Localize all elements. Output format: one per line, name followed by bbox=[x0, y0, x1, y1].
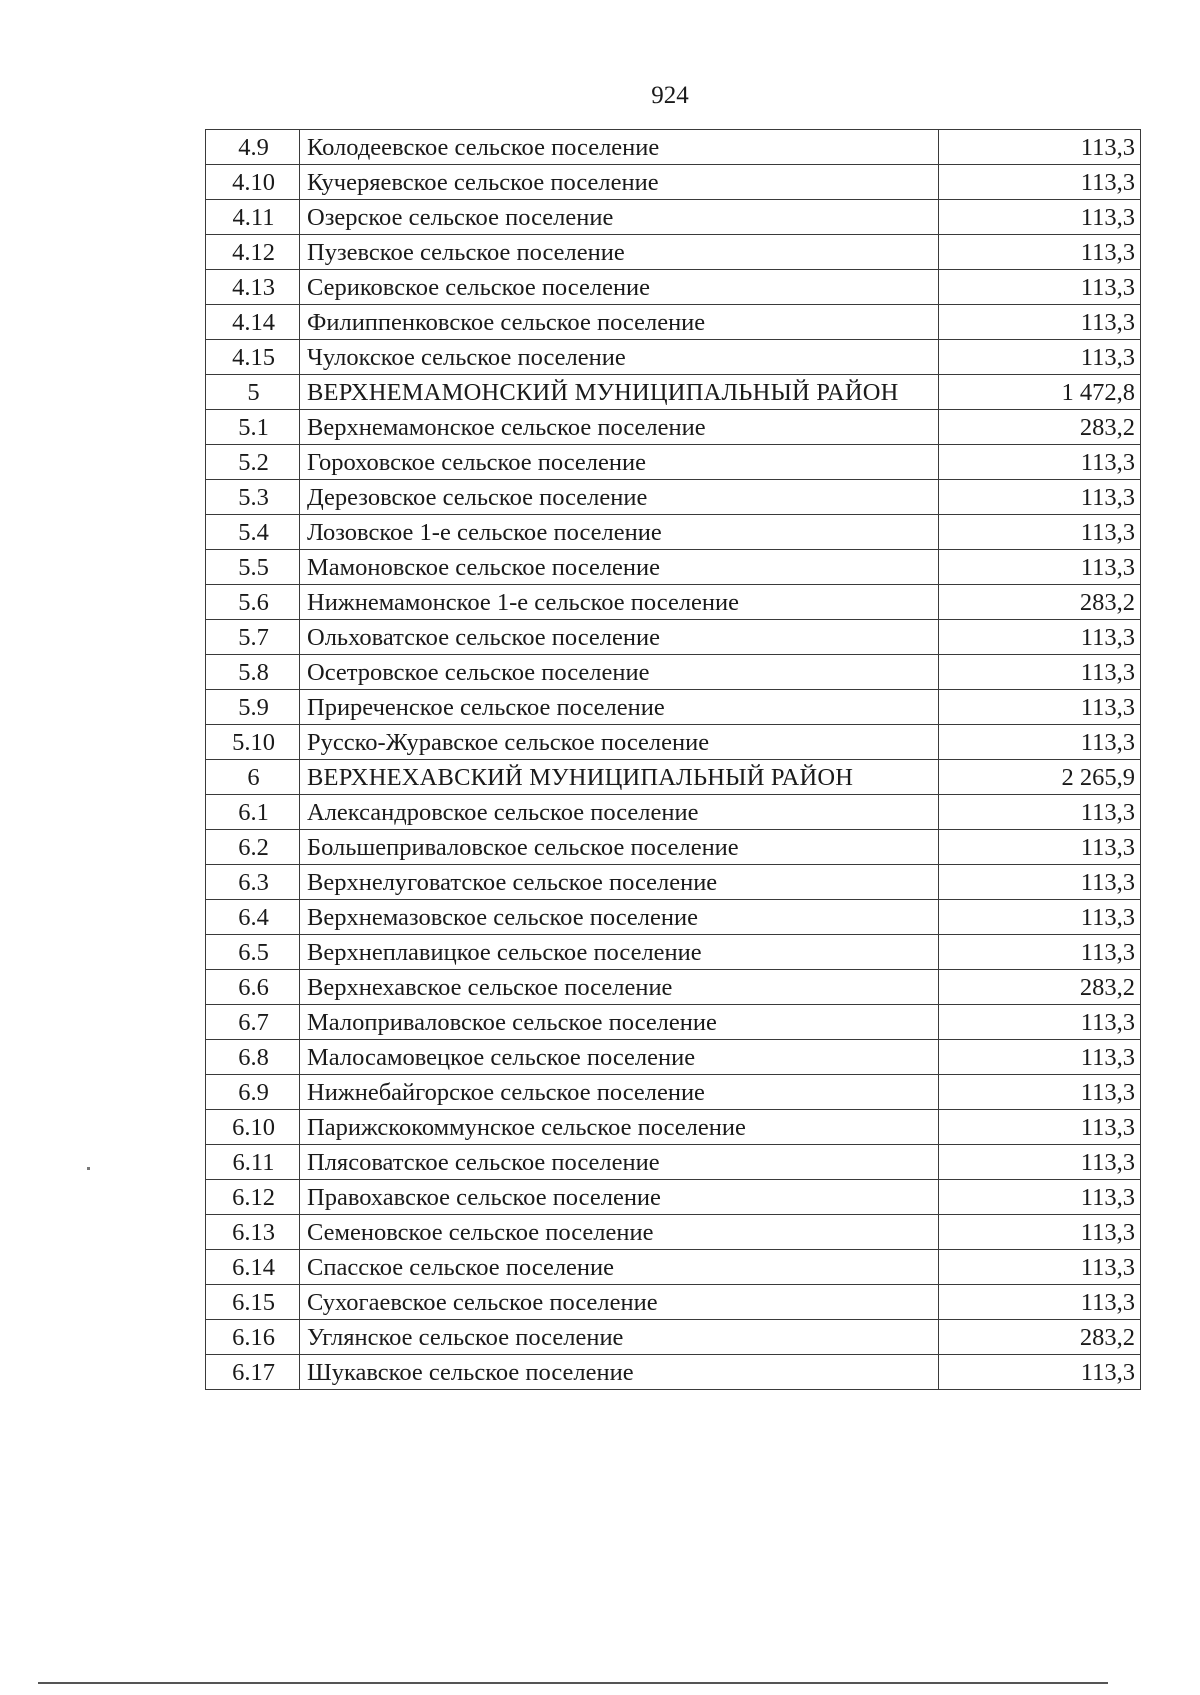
table-row bbox=[206, 935, 1141, 970]
table-row bbox=[206, 410, 1141, 445]
amount-cell: 113,3 bbox=[939, 200, 1141, 235]
table-row bbox=[206, 305, 1141, 340]
amount-cell: 113,3 bbox=[939, 165, 1141, 200]
row-number-cell: 6.15 bbox=[206, 1285, 300, 1320]
table-row bbox=[206, 620, 1141, 655]
table-row bbox=[206, 235, 1141, 270]
row-number-cell: 6.8 bbox=[206, 1040, 300, 1075]
table-row bbox=[206, 480, 1141, 515]
row-number-cell: 6.13 bbox=[206, 1215, 300, 1250]
row-number-cell: 5.1 bbox=[206, 410, 300, 445]
row-number-cell: 5.8 bbox=[206, 655, 300, 690]
settlement-name-cell: Филиппенковское сельское поселение bbox=[300, 305, 939, 340]
amount-cell: 113,3 bbox=[939, 795, 1141, 830]
table-row bbox=[206, 200, 1141, 235]
section-row bbox=[206, 760, 1141, 795]
section-row bbox=[206, 375, 1141, 410]
settlement-name-cell: Лозовское 1-е сельское поселение bbox=[300, 515, 939, 550]
allocation-table-body bbox=[206, 130, 1141, 1390]
table-row bbox=[206, 445, 1141, 480]
table-row bbox=[206, 1110, 1141, 1145]
table-row bbox=[206, 130, 1141, 165]
table-row bbox=[206, 270, 1141, 305]
row-number-cell: 6.14 bbox=[206, 1250, 300, 1285]
row-number-cell: 6.4 bbox=[206, 900, 300, 935]
settlement-name-cell: Верхнемазовское сельское поселение bbox=[300, 900, 939, 935]
row-number-cell: 6.5 bbox=[206, 935, 300, 970]
table-row bbox=[206, 655, 1141, 690]
amount-cell: 113,3 bbox=[939, 655, 1141, 690]
settlement-name-cell: Русско-Журавское сельское поселение bbox=[300, 725, 939, 760]
settlement-name-cell: Семеновское сельское поселение bbox=[300, 1215, 939, 1250]
table-row bbox=[206, 900, 1141, 935]
amount-cell: 113,3 bbox=[939, 1355, 1141, 1390]
settlement-name-cell: Нижнемамонское 1-е сельское поселение bbox=[300, 585, 939, 620]
settlement-name-cell: Парижскокоммунское сельское поселение bbox=[300, 1110, 939, 1145]
settlement-name-cell: Шукавское сельское поселение bbox=[300, 1355, 939, 1390]
amount-cell: 113,3 bbox=[939, 1215, 1141, 1250]
settlement-name-cell: Колодеевское сельское поселение bbox=[300, 130, 939, 165]
row-number-cell: 4.9 bbox=[206, 130, 300, 165]
bottom-rule bbox=[38, 1682, 1108, 1684]
settlement-name-cell: Плясоватское сельское поселение bbox=[300, 1145, 939, 1180]
amount-cell: 113,3 bbox=[939, 690, 1141, 725]
table-row bbox=[206, 865, 1141, 900]
settlement-name-cell: Большеприваловское сельское поселение bbox=[300, 830, 939, 865]
row-number-cell: 6.7 bbox=[206, 1005, 300, 1040]
district-name-cell: ВЕРХНЕХАВСКИЙ МУНИЦИПАЛЬНЫЙ РАЙОН bbox=[300, 760, 939, 795]
settlement-name-cell: Александровское сельское поселение bbox=[300, 795, 939, 830]
settlement-name-cell: Углянское сельское поселение bbox=[300, 1320, 939, 1355]
settlement-name-cell: Мамоновское сельское поселение bbox=[300, 550, 939, 585]
table-row bbox=[206, 1005, 1141, 1040]
allocation-table bbox=[205, 129, 1141, 1390]
row-number-cell: 6.9 bbox=[206, 1075, 300, 1110]
row-number-cell: 4.12 bbox=[206, 235, 300, 270]
table-row bbox=[206, 340, 1141, 375]
amount-cell: 283,2 bbox=[939, 970, 1141, 1005]
amount-cell: 113,3 bbox=[939, 550, 1141, 585]
settlement-name-cell: Малосамовецкое сельское поселение bbox=[300, 1040, 939, 1075]
table-row bbox=[206, 830, 1141, 865]
table-row bbox=[206, 1180, 1141, 1215]
table-row bbox=[206, 690, 1141, 725]
scan-speck bbox=[87, 1167, 90, 1170]
row-number-cell: 5.3 bbox=[206, 480, 300, 515]
settlement-name-cell: Сериковское сельское поселение bbox=[300, 270, 939, 305]
amount-cell: 113,3 bbox=[939, 235, 1141, 270]
amount-cell: 1 472,8 bbox=[939, 375, 1141, 410]
amount-cell: 113,3 bbox=[939, 1180, 1141, 1215]
row-number-cell: 5.5 bbox=[206, 550, 300, 585]
settlement-name-cell: Спасское сельское поселение bbox=[300, 1250, 939, 1285]
row-number-cell: 5.2 bbox=[206, 445, 300, 480]
amount-cell: 113,3 bbox=[939, 725, 1141, 760]
amount-cell: 113,3 bbox=[939, 1040, 1141, 1075]
settlement-name-cell: Малоприваловское сельское поселение bbox=[300, 1005, 939, 1040]
table-row bbox=[206, 1075, 1141, 1110]
settlement-name-cell: Гороховское сельское поселение bbox=[300, 445, 939, 480]
table-row bbox=[206, 1215, 1141, 1250]
amount-cell: 113,3 bbox=[939, 270, 1141, 305]
amount-cell: 113,3 bbox=[939, 620, 1141, 655]
settlement-name-cell: Ольховатское сельское поселение bbox=[300, 620, 939, 655]
amount-cell: 283,2 bbox=[939, 1320, 1141, 1355]
row-number-cell: 4.13 bbox=[206, 270, 300, 305]
table-row bbox=[206, 585, 1141, 620]
table-row bbox=[206, 1040, 1141, 1075]
amount-cell: 113,3 bbox=[939, 130, 1141, 165]
row-number-cell: 5.6 bbox=[206, 585, 300, 620]
amount-cell: 113,3 bbox=[939, 865, 1141, 900]
amount-cell: 113,3 bbox=[939, 305, 1141, 340]
table-row bbox=[206, 165, 1141, 200]
settlement-name-cell: Осетровское сельское поселение bbox=[300, 655, 939, 690]
row-number-cell: 5.4 bbox=[206, 515, 300, 550]
amount-cell: 283,2 bbox=[939, 410, 1141, 445]
amount-cell: 113,3 bbox=[939, 445, 1141, 480]
amount-cell: 113,3 bbox=[939, 1285, 1141, 1320]
settlement-name-cell: Верхнемамонское сельское поселение bbox=[300, 410, 939, 445]
settlement-name-cell: Верхнеплавицкое сельское поселение bbox=[300, 935, 939, 970]
row-number-cell: 6.1 bbox=[206, 795, 300, 830]
amount-cell: 113,3 bbox=[939, 1145, 1141, 1180]
settlement-name-cell: Сухогаевское сельское поселение bbox=[300, 1285, 939, 1320]
row-number-cell: 6.6 bbox=[206, 970, 300, 1005]
row-number-cell: 6.11 bbox=[206, 1145, 300, 1180]
amount-cell: 113,3 bbox=[939, 340, 1141, 375]
settlement-name-cell: Пузевское сельское поселение bbox=[300, 235, 939, 270]
settlement-name-cell: Нижнебайгорское сельское поселение bbox=[300, 1075, 939, 1110]
settlement-name-cell: Дерезовское сельское поселение bbox=[300, 480, 939, 515]
amount-cell: 113,3 bbox=[939, 1075, 1141, 1110]
row-number-cell: 5.10 bbox=[206, 725, 300, 760]
row-number-cell: 4.14 bbox=[206, 305, 300, 340]
row-number-cell: 4.15 bbox=[206, 340, 300, 375]
amount-cell: 113,3 bbox=[939, 1250, 1141, 1285]
row-number-cell: 6.3 bbox=[206, 865, 300, 900]
district-name-cell: ВЕРХНЕМАМОНСКИЙ МУНИЦИПАЛЬНЫЙ РАЙОН bbox=[300, 375, 939, 410]
amount-cell: 113,3 bbox=[939, 1005, 1141, 1040]
table-row bbox=[206, 725, 1141, 760]
amount-cell: 113,3 bbox=[939, 900, 1141, 935]
settlement-name-cell: Озерское сельское поселение bbox=[300, 200, 939, 235]
row-number-cell: 6.12 bbox=[206, 1180, 300, 1215]
row-number-cell: 4.11 bbox=[206, 200, 300, 235]
table-row bbox=[206, 550, 1141, 585]
settlement-name-cell: Приреченское сельское поселение bbox=[300, 690, 939, 725]
table-row bbox=[206, 795, 1141, 830]
amount-cell: 2 265,9 bbox=[939, 760, 1141, 795]
table-row bbox=[206, 1355, 1141, 1390]
table-row bbox=[206, 970, 1141, 1005]
settlement-name-cell: Кучеряевское сельское поселение bbox=[300, 165, 939, 200]
amount-cell: 113,3 bbox=[939, 935, 1141, 970]
row-number-cell: 6.17 bbox=[206, 1355, 300, 1390]
amount-cell: 283,2 bbox=[939, 585, 1141, 620]
amount-cell: 113,3 bbox=[939, 515, 1141, 550]
table-row bbox=[206, 1250, 1141, 1285]
table-row bbox=[206, 1145, 1141, 1180]
row-number-cell: 6.10 bbox=[206, 1110, 300, 1145]
row-number-cell: 4.10 bbox=[206, 165, 300, 200]
page-number: 924 bbox=[651, 82, 689, 109]
row-number-cell: 5.9 bbox=[206, 690, 300, 725]
settlement-name-cell: Чулокское сельское поселение bbox=[300, 340, 939, 375]
amount-cell: 113,3 bbox=[939, 830, 1141, 865]
amount-cell: 113,3 bbox=[939, 1110, 1141, 1145]
row-number-cell: 6.16 bbox=[206, 1320, 300, 1355]
row-number-cell: 5.7 bbox=[206, 620, 300, 655]
table-row bbox=[206, 1285, 1141, 1320]
settlement-name-cell: Правохавское сельское поселение bbox=[300, 1180, 939, 1215]
row-number-cell: 6.2 bbox=[206, 830, 300, 865]
table-row bbox=[206, 515, 1141, 550]
row-number-cell: 6 bbox=[206, 760, 300, 795]
row-number-cell: 5 bbox=[206, 375, 300, 410]
settlement-name-cell: Верхнехавское сельское поселение bbox=[300, 970, 939, 1005]
settlement-name-cell: Верхнелуговатское сельское поселение bbox=[300, 865, 939, 900]
amount-cell: 113,3 bbox=[939, 480, 1141, 515]
table-row bbox=[206, 1320, 1141, 1355]
